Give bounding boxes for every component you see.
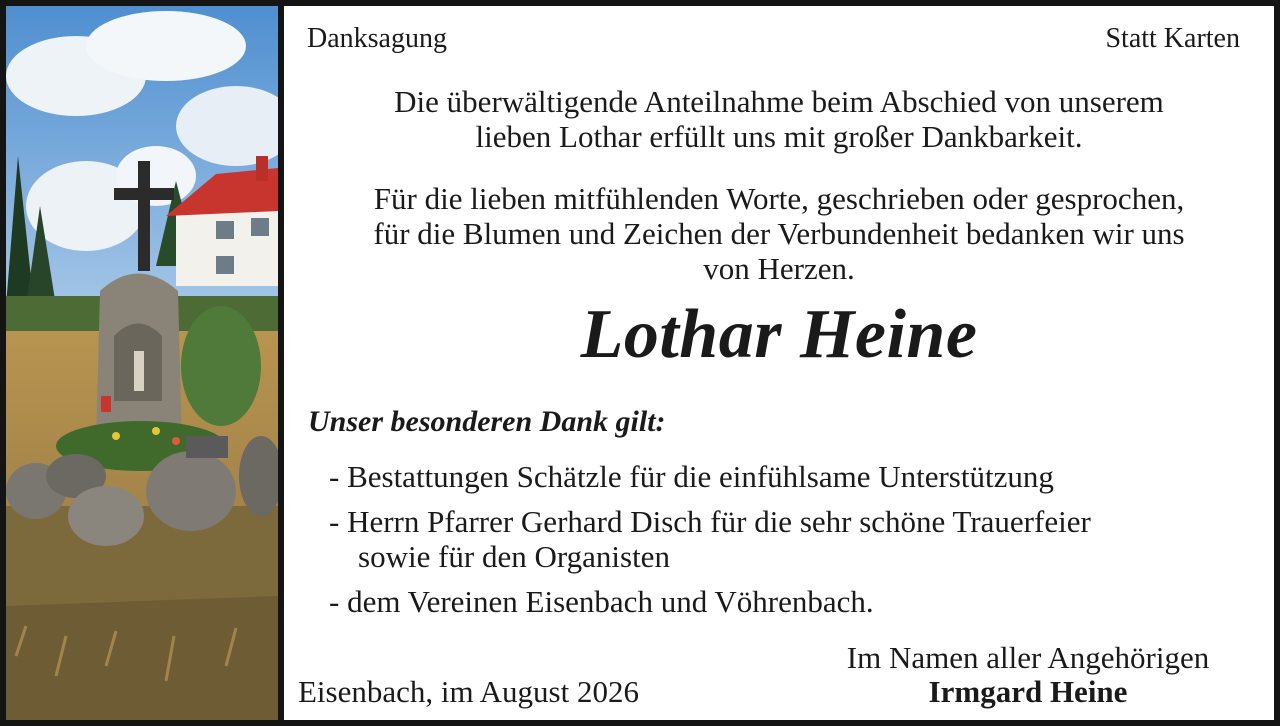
wayside-cross-photo (6, 6, 278, 720)
notice-text-area (284, 6, 1274, 720)
special-thanks-item-continuation: sowie für den Organisten (358, 539, 670, 574)
place-date: Eisenbach, im August 2026 (298, 674, 639, 709)
intro-line-1: Die überwältigende Anteilnahme beim Abschied von unserem (394, 84, 1164, 119)
special-thanks-item: - Herrn Pfarrer Gerhard Disch für die sehr schöne Trauerfeier (329, 504, 1091, 539)
header-left: Danksagung (307, 23, 447, 54)
header-right: Statt Karten (1105, 23, 1240, 54)
thanks-line-3: von Herzen. (703, 251, 855, 286)
signature-name: Irmgard Heine (928, 674, 1128, 709)
thanks-line-1: Für die lieben mitfühlenden Worte, geschrieben oder gesprochen, (373, 181, 1185, 216)
signature-intro: Im Namen aller Angehörigen (846, 640, 1210, 675)
special-thanks-heading: Unser besonderen Dank gilt: (308, 405, 666, 438)
thanks-line-2: für die Blumen und Zeichen der Verbundenheit bedanken wir uns (373, 216, 1185, 251)
special-thanks-item: - Bestattungen Schätzle für die einfühlsame Unterstützung (329, 459, 1054, 494)
intro-line-2: lieben Lothar erfüllt uns mit großer Dankbarkeit. (475, 119, 1083, 154)
special-thanks-item: - dem Vereinen Eisenbach und Vöhrenbach. (329, 584, 874, 619)
deceased-name: Lothar Heine (580, 296, 978, 373)
